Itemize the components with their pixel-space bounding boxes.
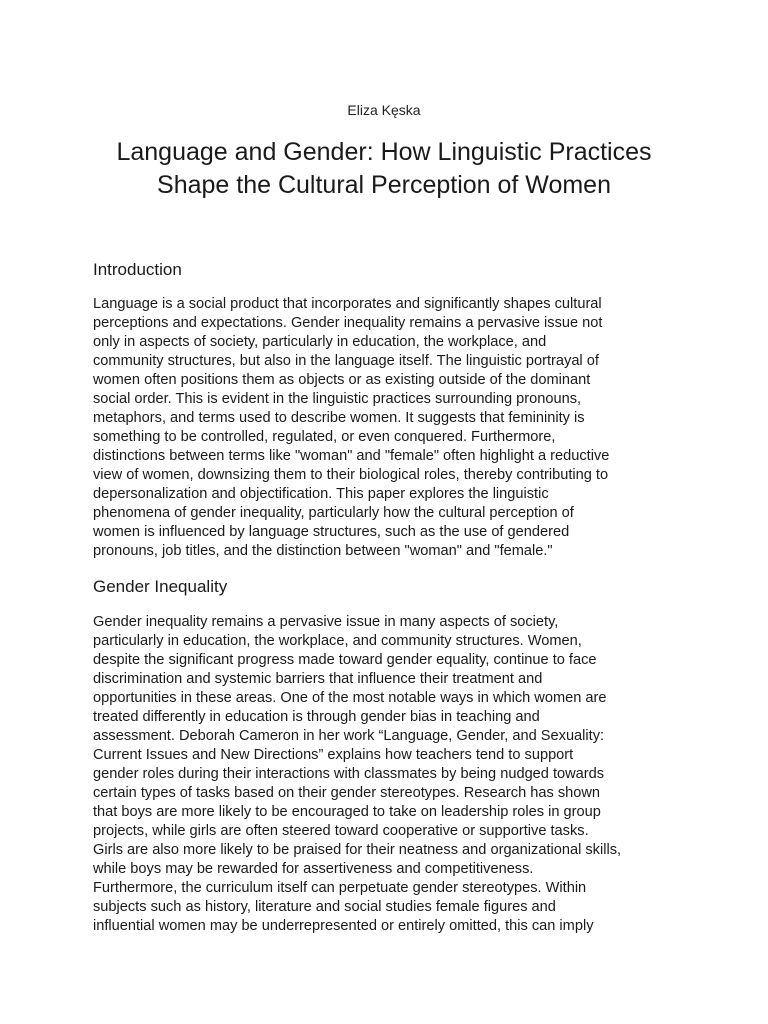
- paragraph-line: assessment. Deborah Cameron in her work “Language, Gender, and Sexuality:: [93, 728, 605, 744]
- author-name: Eliza Kęska: [347, 102, 421, 118]
- paragraph-line: certain types of tasks based on their gender stereotypes. Research has shown: [93, 785, 601, 801]
- paragraph-line: depersonalization and objectification. This paper explores the linguistic: [93, 486, 549, 502]
- paragraph-line: opportunities in these areas. One of the most notable ways in which women are: [93, 690, 607, 706]
- paragraph-line: women is influenced by language structures, such as the use of gendered: [93, 524, 570, 540]
- title-line: Shape the Cultural Perception of Women: [157, 171, 611, 199]
- paragraph-line: metaphors, and terms used to describe women. It suggests that femininity is: [93, 410, 585, 426]
- paragraph-line: pronouns, job titles, and the distinction between "woman" and "female.": [93, 543, 553, 559]
- section-body-gender-inequality: [93, 613, 693, 936]
- paragraph-line: influential women may be underrepresented or entirely omitted, this can imply: [93, 918, 594, 934]
- paragraph-line: gender roles during their interactions with classmates by being nudged towards: [93, 766, 605, 782]
- paragraph-line: social order. This is evident in the linguistic practices surrounding pronouns,: [93, 391, 582, 407]
- paragraph-line: despite the significant progress made toward gender equality, continue to face: [93, 652, 597, 668]
- paragraph-line: phenomena of gender inequality, particularly how the cultural perception of: [93, 505, 574, 521]
- paragraph-line: discrimination and systemic barriers that influence their treatment and: [93, 671, 543, 687]
- paragraph-line: Furthermore, the curriculum itself can perpetuate gender stereotypes. Within: [93, 880, 587, 896]
- paragraph-line: community structures, but also in the language itself. The linguistic portrayal of: [93, 353, 599, 369]
- paragraph-line: projects, while girls are often steered toward cooperative or supportive tasks.: [93, 823, 589, 839]
- paragraph-line: view of women, downsizing them to their biological roles, thereby contributing to: [93, 467, 609, 483]
- paragraph-line: women often positions them as objects or as existing outside of the dominant: [93, 372, 591, 388]
- paragraph-line: Girls are also more likely to be praised for their neatness and organizational skills,: [93, 842, 622, 858]
- paragraph-line: treated differently in education is through gender bias in teaching and: [93, 709, 540, 725]
- section-body-introduction: [93, 295, 693, 561]
- paragraph-line: something to be controlled, regulated, or even conquered. Furthermore,: [93, 429, 556, 445]
- paragraph-line: while boys may be rewarded for assertiveness and competitiveness.: [93, 861, 534, 877]
- paragraph-line: subjects such as history, literature and social studies female figures and: [93, 899, 556, 915]
- title-line: Language and Gender: How Linguistic Practices: [116, 138, 652, 166]
- paragraph-line: Language is a social product that incorporates and significantly shapes cultural: [93, 296, 602, 312]
- paragraph-line: that boys are more likely to be encouraged to take on leadership roles in group: [93, 804, 601, 820]
- section-heading-introduction: Introduction: [93, 260, 182, 279]
- section-heading-gender-inequality: Gender Inequality: [93, 577, 228, 596]
- paragraph-line: Current Issues and New Directions” explains how teachers tend to support: [93, 747, 574, 763]
- document-title: [60, 136, 708, 202]
- paragraph-line: perceptions and expectations. Gender inequality remains a pervasive issue not: [93, 315, 603, 331]
- paragraph-line: distinctions between terms like "woman" and "female" often highlight a reductive: [93, 448, 610, 464]
- paragraph-line: particularly in education, the workplace, and community structures. Women,: [93, 633, 582, 649]
- paragraph-line: Gender inequality remains a pervasive issue in many aspects of society,: [93, 614, 559, 630]
- paragraph-line: only in aspects of society, particularly in education, the workplace, and: [93, 334, 547, 350]
